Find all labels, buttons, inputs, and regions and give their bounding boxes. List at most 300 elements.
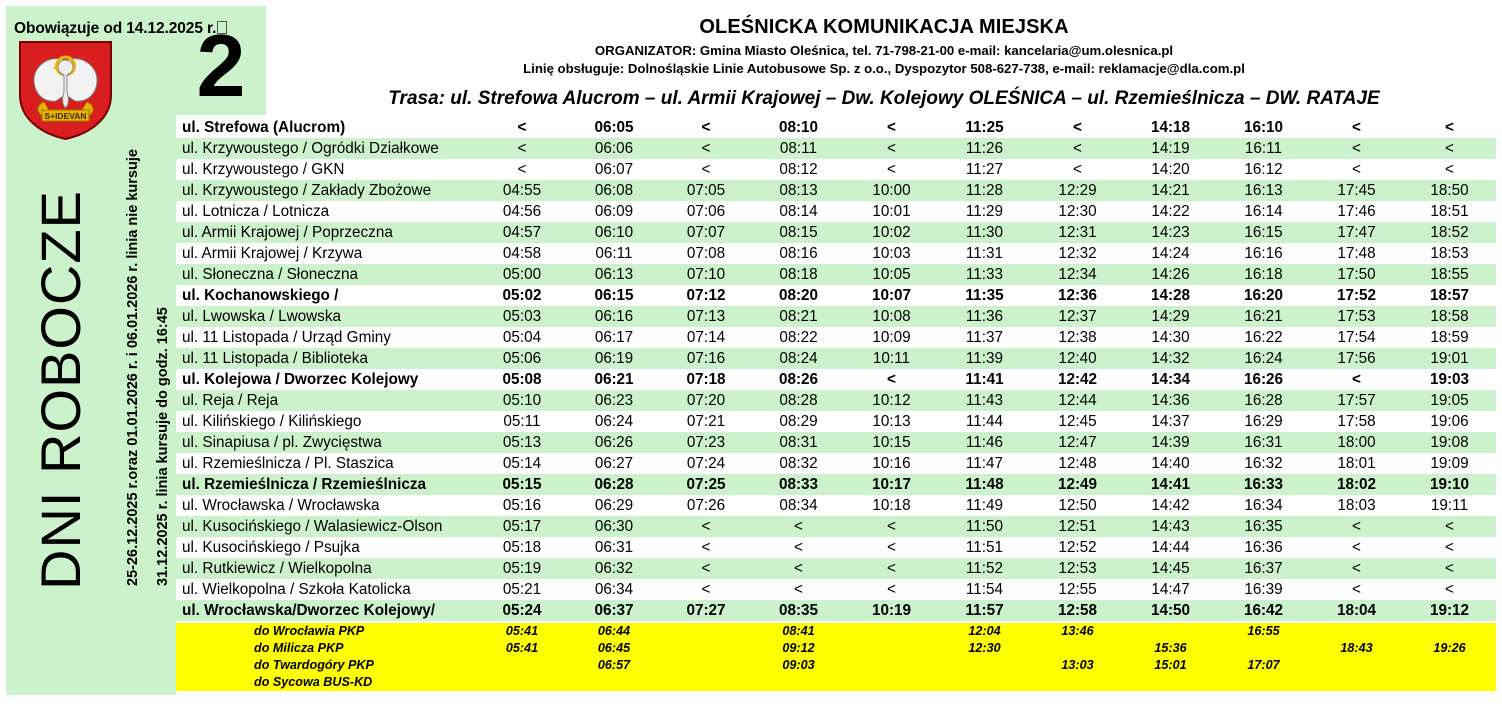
- departure-time-cell: <: [752, 537, 845, 558]
- table-row: [176, 558, 1496, 579]
- departure-time-cell: <: [845, 537, 938, 558]
- departure-time-cell: 10:09: [845, 327, 938, 348]
- departure-time-cell: 19:10: [1403, 474, 1496, 495]
- departure-time-cell: 07:26: [660, 495, 752, 516]
- departure-time-cell: 06:28: [568, 474, 660, 495]
- departure-time-cell: 10:17: [845, 474, 938, 495]
- departure-time-cell: 14:21: [1124, 180, 1217, 201]
- departure-time-cell: <: [1310, 516, 1403, 537]
- connection-time-cell: [1124, 674, 1217, 691]
- connection-time-cell: [660, 640, 752, 657]
- departure-time-cell: 07:27: [660, 600, 752, 621]
- departure-time-cell: 12:53: [1031, 558, 1124, 579]
- departure-time-cell: 06:29: [568, 495, 660, 516]
- departure-time-cell: 05:10: [476, 390, 568, 411]
- departure-time-cell: 07:18: [660, 369, 752, 390]
- departure-time-cell: 10:16: [845, 453, 938, 474]
- departure-time-cell: <: [1310, 138, 1403, 159]
- departure-time-cell: 12:48: [1031, 453, 1124, 474]
- departure-time-cell: 14:28: [1124, 285, 1217, 306]
- departure-time-cell: 06:26: [568, 432, 660, 453]
- departure-time-cell: 05:04: [476, 327, 568, 348]
- table-row: [176, 117, 1496, 138]
- departure-time-cell: <: [752, 558, 845, 579]
- connection-time-cell: [845, 640, 938, 657]
- departure-time-cell: 06:05: [568, 117, 660, 138]
- departure-time-cell: <: [845, 516, 938, 537]
- connection-time-cell: [476, 657, 568, 674]
- connections-table: [176, 623, 1496, 691]
- departure-time-cell: 07:23: [660, 432, 752, 453]
- connection-label: do Wrocławia PKP: [176, 623, 476, 640]
- departure-time-cell: <: [1031, 138, 1124, 159]
- departure-time-cell: 12:34: [1031, 264, 1124, 285]
- departure-time-cell: 16:13: [1217, 180, 1310, 201]
- departure-time-cell: 11:43: [938, 390, 1031, 411]
- header-block: [270, 16, 1498, 110]
- timetable: [176, 117, 1496, 621]
- departure-time-cell: 08:33: [752, 474, 845, 495]
- stop-name: ul. Kusocińskiego / Walasiewicz-Olson: [176, 516, 476, 537]
- departure-time-cell: 05:15: [476, 474, 568, 495]
- departure-time-cell: 06:16: [568, 306, 660, 327]
- departure-time-cell: <: [1403, 159, 1496, 180]
- service-note-newyears-eve: 31.12.2025 r. linia kursuje do godz. 16:45: [155, 307, 171, 586]
- route-number: 2: [196, 16, 246, 115]
- connection-time-cell: [568, 674, 660, 691]
- departure-time-cell: 16:18: [1217, 264, 1310, 285]
- departure-time-cell: 16:31: [1217, 432, 1310, 453]
- departure-time-cell: 11:44: [938, 411, 1031, 432]
- departure-time-cell: <: [1403, 516, 1496, 537]
- departure-time-cell: 17:47: [1310, 222, 1403, 243]
- departure-time-cell: 08:28: [752, 390, 845, 411]
- departure-time-cell: 12:29: [1031, 180, 1124, 201]
- departure-time-cell: 07:16: [660, 348, 752, 369]
- departure-time-cell: 05:19: [476, 558, 568, 579]
- departure-time-cell: 07:08: [660, 243, 752, 264]
- stop-name: ul. Rutkiewicz / Wielkopolna: [176, 558, 476, 579]
- departure-time-cell: 08:31: [752, 432, 845, 453]
- departure-time-cell: 07:24: [660, 453, 752, 474]
- departure-time-cell: <: [752, 516, 845, 537]
- departure-time-cell: 16:10: [1217, 117, 1310, 138]
- departure-time-cell: 06:27: [568, 453, 660, 474]
- departure-time-cell: 05:03: [476, 306, 568, 327]
- departure-time-cell: 06:08: [568, 180, 660, 201]
- departure-time-cell: 16:24: [1217, 348, 1310, 369]
- departure-time-cell: 11:51: [938, 537, 1031, 558]
- connection-time-cell: [660, 623, 752, 640]
- departure-time-cell: 08:35: [752, 600, 845, 621]
- departure-time-cell: 11:35: [938, 285, 1031, 306]
- departure-time-cell: 19:12: [1403, 600, 1496, 621]
- departure-time-cell: <: [845, 579, 938, 600]
- departure-time-cell: 06:24: [568, 411, 660, 432]
- organizer-line: ORGANIZATOR: Gmina Miasto Oleśnica, tel. 71-798-21-00 e-mail: kancelaria@um.olesnica.pl: [594, 43, 1174, 58]
- departure-time-cell: 18:55: [1403, 264, 1496, 285]
- table-row: [176, 516, 1496, 537]
- departure-time-cell: 05:08: [476, 369, 568, 390]
- departure-time-cell: 11:36: [938, 306, 1031, 327]
- stop-name: ul. Kochanowskiego /: [176, 285, 476, 306]
- departure-time-cell: 06:34: [568, 579, 660, 600]
- stop-name: ul. Kusocińskiego / Psujka: [176, 537, 476, 558]
- connection-time-cell: [845, 623, 938, 640]
- connection-time-cell: 06:44: [568, 623, 660, 640]
- table-row: [176, 264, 1496, 285]
- departure-time-cell: <: [752, 579, 845, 600]
- connection-time-cell: [752, 674, 845, 691]
- departure-time-cell: 11:25: [938, 117, 1031, 138]
- departure-time-cell: 16:33: [1217, 474, 1310, 495]
- departure-time-cell: 16:37: [1217, 558, 1310, 579]
- table-row: [176, 306, 1496, 327]
- connection-row: [176, 623, 1496, 640]
- connection-time-cell: 17:07: [1217, 657, 1310, 674]
- table-row: [176, 411, 1496, 432]
- departure-time-cell: 08:12: [752, 159, 845, 180]
- departure-time-cell: 14:43: [1124, 516, 1217, 537]
- departure-time-cell: 08:21: [752, 306, 845, 327]
- departure-time-cell: 18:50: [1403, 180, 1496, 201]
- departure-time-cell: 10:07: [845, 285, 938, 306]
- departure-time-cell: 17:46: [1310, 201, 1403, 222]
- connection-time-cell: [1310, 657, 1403, 674]
- connection-time-cell: 09:12: [752, 640, 845, 657]
- coat-of-arms-motto: S+IDEVAN: [44, 111, 87, 121]
- departure-time-cell: 16:34: [1217, 495, 1310, 516]
- departure-time-cell: 16:28: [1217, 390, 1310, 411]
- departure-time-cell: 19:01: [1403, 348, 1496, 369]
- connection-time-cell: 15:01: [1124, 657, 1217, 674]
- departure-time-cell: 16:29: [1217, 411, 1310, 432]
- departure-time-cell: 14:42: [1124, 495, 1217, 516]
- table-row: [176, 495, 1496, 516]
- departure-time-cell: 11:41: [938, 369, 1031, 390]
- departure-time-cell: 10:02: [845, 222, 938, 243]
- table-row: [176, 348, 1496, 369]
- departure-time-cell: 06:31: [568, 537, 660, 558]
- departure-time-cell: 14:37: [1124, 411, 1217, 432]
- departure-time-cell: 16:11: [1217, 138, 1310, 159]
- stop-name: ul. Lwowska / Lwowska: [176, 306, 476, 327]
- table-row: [176, 201, 1496, 222]
- connection-time-cell: 09:03: [752, 657, 845, 674]
- departure-time-cell: 07:13: [660, 306, 752, 327]
- departure-time-cell: <: [476, 138, 568, 159]
- departure-time-cell: <: [845, 117, 938, 138]
- departure-time-cell: 12:49: [1031, 474, 1124, 495]
- departure-time-cell: 08:10: [752, 117, 845, 138]
- departure-time-cell: 16:42: [1217, 600, 1310, 621]
- departure-time-cell: 08:34: [752, 495, 845, 516]
- departure-time-cell: <: [660, 159, 752, 180]
- departure-time-cell: 11:33: [938, 264, 1031, 285]
- departure-time-cell: <: [1310, 579, 1403, 600]
- departure-time-cell: <: [660, 537, 752, 558]
- departure-time-cell: <: [845, 369, 938, 390]
- departure-time-cell: 12:55: [1031, 579, 1124, 600]
- departure-time-cell: 11:46: [938, 432, 1031, 453]
- connection-time-cell: [1403, 657, 1496, 674]
- departure-time-cell: 14:20: [1124, 159, 1217, 180]
- connection-row: [176, 657, 1496, 674]
- connection-time-cell: [1124, 623, 1217, 640]
- connection-time-cell: 08:41: [752, 623, 845, 640]
- departure-time-cell: 10:12: [845, 390, 938, 411]
- departure-time-cell: <: [1403, 537, 1496, 558]
- departure-time-cell: 16:39: [1217, 579, 1310, 600]
- valid-from-text: Obowiązuje od 14.12.2025 r.: [14, 20, 217, 37]
- departure-time-cell: 18:00: [1310, 432, 1403, 453]
- departure-time-cell: 14:39: [1124, 432, 1217, 453]
- departure-time-cell: 12:30: [1031, 201, 1124, 222]
- departure-time-cell: 06:15: [568, 285, 660, 306]
- service-note-holidays: 25-26.12.2025 r.oraz 01.01.2026 r. i 06.01.2026 r. linia nie kursuje: [125, 149, 141, 586]
- departure-time-cell: <: [1310, 159, 1403, 180]
- departure-time-cell: <: [845, 138, 938, 159]
- departure-time-cell: 11:48: [938, 474, 1031, 495]
- departure-time-cell: 14:32: [1124, 348, 1217, 369]
- departure-time-cell: 08:15: [752, 222, 845, 243]
- departure-time-cell: 19:03: [1403, 369, 1496, 390]
- departure-time-cell: 14:47: [1124, 579, 1217, 600]
- agency-title: OLEŚNICKA KOMUNIKACJA MIEJSKA: [699, 16, 1069, 38]
- table-row: [176, 537, 1496, 558]
- stop-name: ul. Wrocławska / Wrocławska: [176, 495, 476, 516]
- departure-time-cell: 10:13: [845, 411, 938, 432]
- departure-time-cell: 18:59: [1403, 327, 1496, 348]
- connection-time-cell: [1217, 640, 1310, 657]
- departure-time-cell: 08:24: [752, 348, 845, 369]
- departure-time-cell: 16:26: [1217, 369, 1310, 390]
- departure-time-cell: 14:26: [1124, 264, 1217, 285]
- departure-time-cell: 08:26: [752, 369, 845, 390]
- departure-time-cell: <: [660, 117, 752, 138]
- departure-time-cell: 16:22: [1217, 327, 1310, 348]
- connection-label: do Sycowa BUS-KD: [176, 674, 476, 691]
- table-row: [176, 432, 1496, 453]
- departure-time-cell: 07:07: [660, 222, 752, 243]
- departure-time-cell: 11:28: [938, 180, 1031, 201]
- departure-time-cell: <: [1403, 579, 1496, 600]
- departure-time-cell: <: [1403, 558, 1496, 579]
- departure-time-cell: 10:19: [845, 600, 938, 621]
- departure-time-cell: 08:13: [752, 180, 845, 201]
- connection-time-cell: 13:03: [1031, 657, 1124, 674]
- departure-time-cell: 06:21: [568, 369, 660, 390]
- departure-time-cell: 04:56: [476, 201, 568, 222]
- departure-time-cell: 17:53: [1310, 306, 1403, 327]
- connection-label: do Twardogóry PKP: [176, 657, 476, 674]
- departure-time-cell: 11:49: [938, 495, 1031, 516]
- departure-time-cell: 18:57: [1403, 285, 1496, 306]
- departure-time-cell: 12:58: [1031, 600, 1124, 621]
- connection-time-cell: [845, 657, 938, 674]
- departure-time-cell: 19:06: [1403, 411, 1496, 432]
- table-row: [176, 285, 1496, 306]
- departure-time-cell: 18:51: [1403, 201, 1496, 222]
- departure-time-cell: 16:14: [1217, 201, 1310, 222]
- departure-time-cell: 17:48: [1310, 243, 1403, 264]
- table-row: [176, 453, 1496, 474]
- connection-row: [176, 674, 1496, 691]
- departure-time-cell: 06:07: [568, 159, 660, 180]
- connection-time-cell: [1403, 674, 1496, 691]
- departure-time-cell: 06:19: [568, 348, 660, 369]
- departure-time-cell: 07:25: [660, 474, 752, 495]
- stop-name: ul. Słoneczna / Słoneczna: [176, 264, 476, 285]
- departure-time-cell: <: [476, 117, 568, 138]
- departure-time-cell: 10:03: [845, 243, 938, 264]
- stop-name: ul. 11 Listopada / Biblioteka: [176, 348, 476, 369]
- departure-time-cell: 16:36: [1217, 537, 1310, 558]
- connection-time-cell: [1031, 674, 1124, 691]
- departure-time-cell: <: [1403, 117, 1496, 138]
- departure-time-cell: 16:21: [1217, 306, 1310, 327]
- connection-time-cell: 13:46: [1031, 623, 1124, 640]
- departure-time-cell: 10:15: [845, 432, 938, 453]
- connection-time-cell: [660, 657, 752, 674]
- departure-time-cell: 12:50: [1031, 495, 1124, 516]
- stop-name: ul. Reja / Reja: [176, 390, 476, 411]
- departure-time-cell: 05:17: [476, 516, 568, 537]
- departure-time-cell: 11:37: [938, 327, 1031, 348]
- departure-time-cell: 12:47: [1031, 432, 1124, 453]
- departure-time-cell: <: [660, 516, 752, 537]
- departure-time-cell: 14:45: [1124, 558, 1217, 579]
- departure-time-cell: 06:37: [568, 600, 660, 621]
- departure-time-cell: 04:55: [476, 180, 568, 201]
- route-description: Trasa: ul. Strefowa Alucrom – ul. Armii Krajowej – Dw. Kolejowy OLEŚNICA – ul. Rzemieślnicza – DW. RATAJE: [388, 88, 1380, 109]
- connection-time-cell: 05:41: [476, 640, 568, 657]
- stop-name: ul. 11 Listopada / Urząd Gminy: [176, 327, 476, 348]
- departure-time-cell: 14:40: [1124, 453, 1217, 474]
- table-row: [176, 243, 1496, 264]
- stop-name: ul. Armii Krajowej / Krzywa: [176, 243, 476, 264]
- connection-time-cell: [938, 674, 1031, 691]
- table-row: [176, 138, 1496, 159]
- departure-time-cell: <: [476, 159, 568, 180]
- departure-time-cell: 10:18: [845, 495, 938, 516]
- departure-time-cell: 10:08: [845, 306, 938, 327]
- departure-time-cell: 14:41: [1124, 474, 1217, 495]
- table-row: [176, 369, 1496, 390]
- departure-time-cell: 08:14: [752, 201, 845, 222]
- departure-time-cell: 19:05: [1403, 390, 1496, 411]
- day-type-label: DNI ROBOCZE: [29, 190, 92, 590]
- departure-time-cell: <: [845, 159, 938, 180]
- table-row: [176, 159, 1496, 180]
- departure-time-cell: 07:21: [660, 411, 752, 432]
- connection-time-cell: 05:41: [476, 623, 568, 640]
- departure-time-cell: 05:14: [476, 453, 568, 474]
- departure-time-cell: 07:05: [660, 180, 752, 201]
- departure-time-cell: 18:58: [1403, 306, 1496, 327]
- departure-time-cell: 07:10: [660, 264, 752, 285]
- departure-time-cell: 19:11: [1403, 495, 1496, 516]
- departure-time-cell: 11:52: [938, 558, 1031, 579]
- departure-time-cell: 11:30: [938, 222, 1031, 243]
- departure-time-cell: 05:00: [476, 264, 568, 285]
- departure-time-cell: 14:19: [1124, 138, 1217, 159]
- departure-time-cell: 16:16: [1217, 243, 1310, 264]
- departure-time-cell: 08:18: [752, 264, 845, 285]
- departure-time-cell: 06:23: [568, 390, 660, 411]
- connection-time-cell: 16:55: [1217, 623, 1310, 640]
- departure-time-cell: 16:12: [1217, 159, 1310, 180]
- departure-time-cell: 06:06: [568, 138, 660, 159]
- stop-name: ul. Krzywoustego / Ogródki Działkowe: [176, 138, 476, 159]
- departure-time-cell: 10:01: [845, 201, 938, 222]
- table-row: [176, 327, 1496, 348]
- departure-time-cell: 14:29: [1124, 306, 1217, 327]
- departure-time-cell: 12:36: [1031, 285, 1124, 306]
- departure-time-cell: 17:52: [1310, 285, 1403, 306]
- stop-name: ul. Wielkopolna / Szkoła Katolicka: [176, 579, 476, 600]
- connection-time-cell: 06:57: [568, 657, 660, 674]
- stop-name: ul. Kolejowa / Dworzec Kolejowy: [176, 369, 476, 390]
- departure-time-cell: 05:16: [476, 495, 568, 516]
- departure-time-cell: 11:47: [938, 453, 1031, 474]
- departure-time-cell: 06:09: [568, 201, 660, 222]
- departure-time-cell: 14:24: [1124, 243, 1217, 264]
- departure-time-cell: 12:32: [1031, 243, 1124, 264]
- departure-time-cell: 06:32: [568, 558, 660, 579]
- departure-time-cell: 06:11: [568, 243, 660, 264]
- connection-time-cell: [1310, 674, 1403, 691]
- connection-time-cell: [845, 674, 938, 691]
- departure-time-cell: 17:54: [1310, 327, 1403, 348]
- departure-time-cell: 18:03: [1310, 495, 1403, 516]
- departure-time-cell: 11:57: [938, 600, 1031, 621]
- departure-time-cell: 08:11: [752, 138, 845, 159]
- departure-time-cell: <: [660, 579, 752, 600]
- departure-time-cell: 12:40: [1031, 348, 1124, 369]
- departure-time-cell: 06:30: [568, 516, 660, 537]
- departure-time-cell: 08:32: [752, 453, 845, 474]
- departure-time-cell: <: [1310, 537, 1403, 558]
- departure-time-cell: <: [1310, 558, 1403, 579]
- departure-time-cell: 08:22: [752, 327, 845, 348]
- departure-time-cell: 10:05: [845, 264, 938, 285]
- connection-time-cell: [1217, 674, 1310, 691]
- connections-body: [176, 623, 1496, 691]
- departure-time-cell: 14:50: [1124, 600, 1217, 621]
- departure-time-cell: 18:02: [1310, 474, 1403, 495]
- departure-time-cell: 07:06: [660, 201, 752, 222]
- departure-time-cell: <: [660, 138, 752, 159]
- departure-time-cell: 12:38: [1031, 327, 1124, 348]
- departure-time-cell: 11:26: [938, 138, 1031, 159]
- departure-time-cell: 06:17: [568, 327, 660, 348]
- departure-time-cell: 06:10: [568, 222, 660, 243]
- departure-time-cell: 16:32: [1217, 453, 1310, 474]
- stop-name: ul. Kilińskiego / Kilińskiego: [176, 411, 476, 432]
- departure-time-cell: 18:52: [1403, 222, 1496, 243]
- departure-time-cell: 05:11: [476, 411, 568, 432]
- connection-time-cell: 12:30: [938, 640, 1031, 657]
- departure-time-cell: 08:20: [752, 285, 845, 306]
- departure-time-cell: <: [1031, 159, 1124, 180]
- departure-time-cell: 07:14: [660, 327, 752, 348]
- stop-name: ul. Rzemieślnicza / Rzemieślnicza: [176, 474, 476, 495]
- stop-name: ul. Armii Krajowej / Poprzeczna: [176, 222, 476, 243]
- departure-time-cell: 16:15: [1217, 222, 1310, 243]
- departure-time-cell: 05:18: [476, 537, 568, 558]
- departure-time-cell: 14:44: [1124, 537, 1217, 558]
